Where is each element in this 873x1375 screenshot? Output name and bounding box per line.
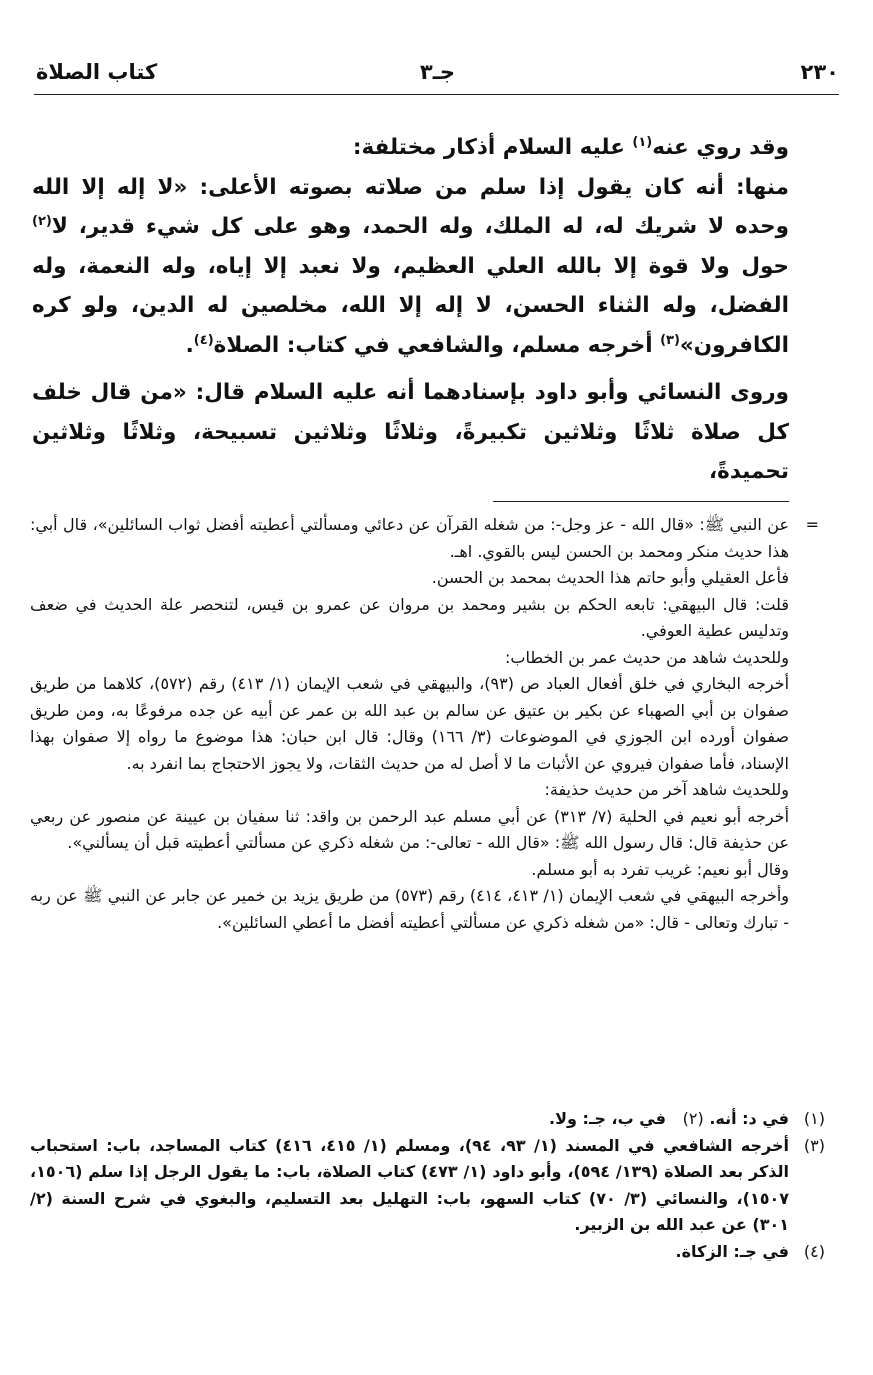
footnote-item: [30, 1239, 825, 1266]
footnote-line: قلت: قال البيهقي: تابعه الحكم بن بشير ومحمد بن مروان عن عمرو بن قيس، لتنحصر علة الحديث في ضعف وتدليس عطية العوفي.: [30, 594, 789, 640]
footnote-rule: [493, 501, 789, 502]
main-paragraph: [32, 168, 789, 366]
footnote-item: [30, 1106, 825, 1133]
footnote-text: أخرجه الشافعي في المسند (١/ ٩٣، ٩٤)، ومسلم (١/ ٤١٥، ٤١٦) كتاب المساجد، باب: استحباب الذكر بعد الصلاة (١٣٩/ ٥٩٤)، وأبو داود (١/ ٤٧٣) كتاب الصلاة، باب: ما يقول الرجل إذا سلم (١٥٠٦، ١٥٠٧)، والنسائي (٣/ ٧٠) كتاب السهو، باب: التهليل بعد التسليم، والبغوي في شرح السنة (٢/ ٣٠١) عن عبد الله بن الزبير.: [30, 1135, 790, 1234]
main-text: [32, 128, 789, 492]
text-run: وقد روي عنه: [652, 135, 789, 160]
text-run: منها: أنه كان يقول إذا سلم من صلاته بصوته الأعلى: «لا إله إلا الله وحده لا شريك له، له الملك، وله الحمد، وهو على كل شيء قدير، لا: [32, 174, 789, 239]
footnote-item: [30, 1133, 825, 1239]
footnote-line: فأعل العقيلي وأبو حاتم هذا الحديث بمحمد بن الحسن.: [431, 568, 789, 587]
main-paragraph: وروى النسائي وأبو داود بإسنادهما أنه عليه السلام قال: «من قال خلف كل صلاة ثلاثًا وثلاثين تكبيرةً، وثلاثًا وثلاثين تسبيحة، وثلاثًا وثلاثين تحميدةً،: [32, 380, 789, 484]
text-run: حول ولا قوة إلا بالله العلي العظيم، ولا نعبد إلا إياه، وله النعمة، وله الفضل، وله الثناء الحسن، لا إله إلا الله، مخلصين له الدين، ولو كره الكافرون»: [32, 253, 789, 358]
continuation-mark: =: [805, 515, 819, 534]
book-title: كتاب الصلاة: [36, 60, 158, 84]
footnotes: [30, 1106, 825, 1265]
footnote-line: وللحديث شاهد آخر من حديث حذيفة:: [544, 780, 789, 799]
page-number: ٢٣٠: [800, 60, 839, 84]
footnote-ref: (٢): [32, 213, 52, 229]
page-header: [36, 52, 839, 92]
footnote-line: عن النبي ﷺ: «قال الله - عز وجل-: من شغله القرآن عن دعائي ومسألتي أعطيته أفضل ثواب السائلين»، قال أبي: هذا حديث منكر ومحمد بن الحسن ليس بالقوي. اهـ.: [30, 515, 789, 561]
footnote-text: في جـ: الزكاة.: [675, 1241, 789, 1261]
footnote-line: وقال أبو نعيم: غريب تفرد به أبو مسلم.: [531, 859, 789, 879]
header-rule: [34, 94, 839, 95]
footnote-line: أخرجه البخاري في خلق أفعال العباد ص (٩٣)، والبيهقي في شعب الإيمان (١/ ٤١٣) رقم (٥٧٢)، كلاهما من طريق صفوان بن أبي الصهباء عن بكير بن عتيق عن سالم بن عبد الله بن عمر عن أبيه عن جده مرفوعًا به، ومن طريق صفوان أورده ابن الجوزي في الموضوعات (٣/ ١٦٦) وقال: قال ابن حبان: هذا موضوع ما رواه إلا صفوان بهذا الإسناد، فأما صفوان فيروي عن الأثبات ما لا أصل له من حديث الثقات، ولا يجوز الاحتجاج بما انفرد به.: [30, 674, 790, 773]
volume-label: جـ٣: [419, 60, 456, 84]
text-run: أخرجه مسلم، والشافعي في كتاب: الصلاة: [213, 332, 661, 358]
footnote-number: (٢): [682, 1109, 704, 1128]
footnote-number: (١): [803, 1109, 825, 1128]
text-run: .: [185, 332, 194, 358]
footnote-ref: (٣): [660, 332, 680, 348]
footnote-line: وللحديث شاهد من حديث عمر بن الخطاب:: [505, 647, 789, 667]
footnote-text-run: في ب، جـ: ولا.: [549, 1109, 666, 1128]
main-paragraph: [32, 128, 789, 168]
footnote-line: أخرجه أبو نعيم في الحلية (٧/ ٣١٣) عن أبي مسلم عبد الرحمن بن واقد: ثنا سفيان بن عيينة عن منصور عن ربعي عن حذيفة قال: قال رسول الله ﷺ: «قال الله - تعالى-: من شغله ذكري عن مسألتي أعطيته قبل أن يسألني».: [30, 806, 790, 852]
footnote-inline: [549, 1106, 704, 1133]
footnote-text: [30, 1106, 789, 1133]
footnote-continuation: [30, 512, 819, 936]
footnote-text-run: في د: أنه.: [709, 1109, 789, 1128]
footnote-number: (٤): [803, 1241, 825, 1261]
footnote-ref: (١): [632, 134, 653, 150]
footnote-line: وأخرجه البيهقي في شعب الإيمان (١/ ٤١٣، ٤١٤) رقم (٥٧٣) من طريق يزيد بن خمير عن جابر عن النبي ﷺ عن ربه - تبارك وتعالى - قال: «من شغله ذكري عن مسألتي أعطيته أفضل ما أعطي السائلين».: [30, 886, 790, 932]
text-run: عليه السلام أذكار مختلفة:: [352, 135, 633, 160]
footnote-ref: (٤): [193, 332, 214, 348]
footnote-number: (٣): [803, 1135, 825, 1155]
